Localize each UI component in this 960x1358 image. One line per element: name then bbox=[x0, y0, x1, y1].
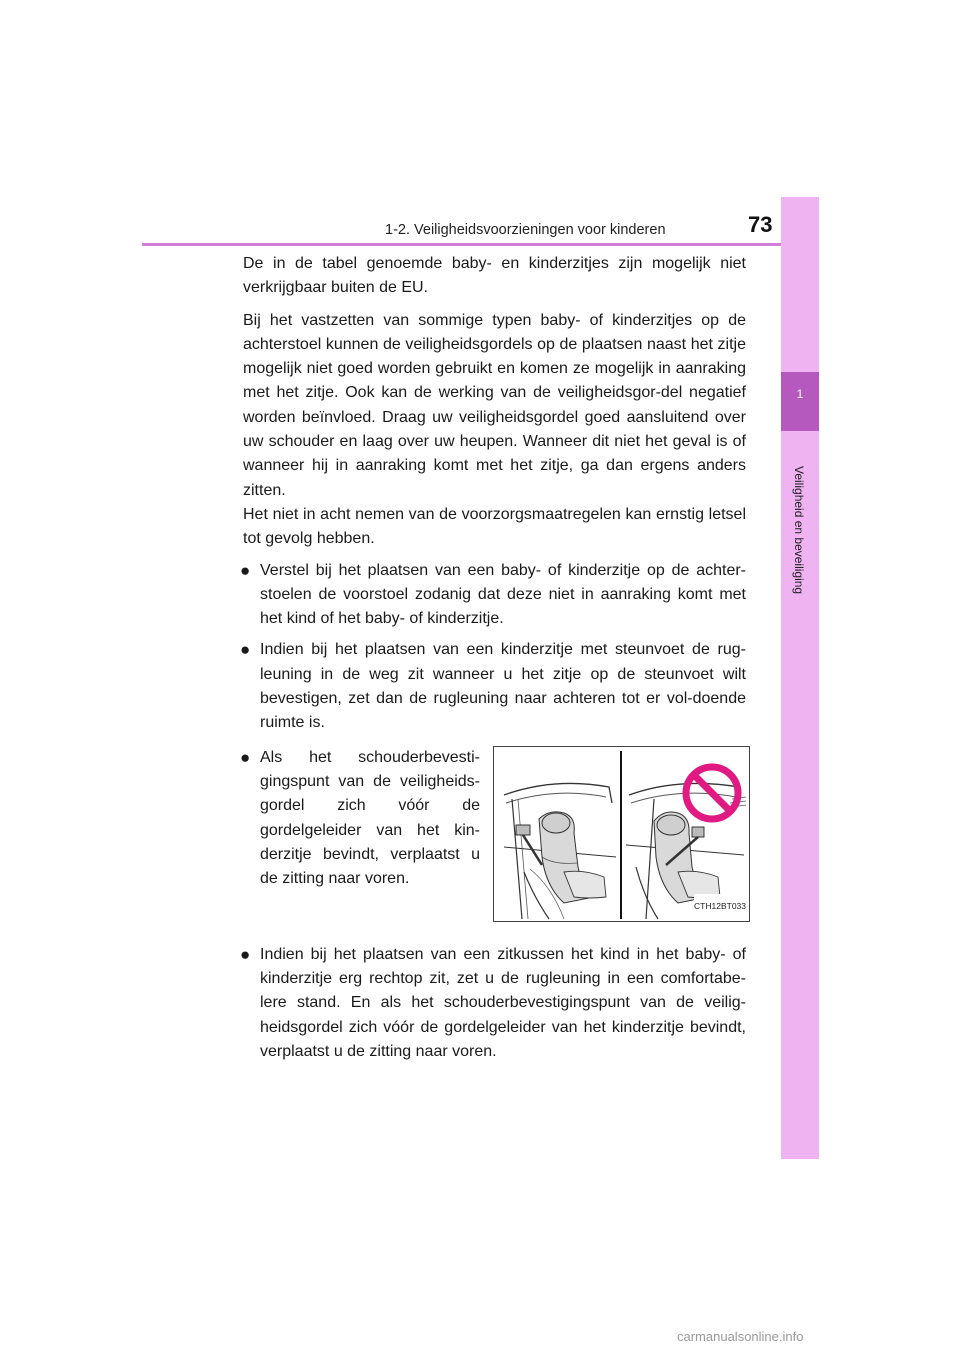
page-number: 73 bbox=[748, 212, 773, 237]
chapter-number-box bbox=[781, 372, 819, 431]
paragraph-3: Het niet in acht nemen van de voorzorgsmaatregelen kan ernstig letsel tot gevolg hebben. bbox=[243, 505, 746, 548]
chapter-number: 1 bbox=[796, 387, 804, 401]
bullet-text: Indien bij het plaatsen van een zitkussen het kind in het baby- of kinderzitje erg rechtop zit, zet u de rugleuning in een comfortabe-lere stand. En als het schouderbevestigingspunt van de veilig-heidsgordel zich vóór de gordelgeleider van het kinderzitje bevindt, verplaatst u de zitting naar voren. bbox=[260, 945, 746, 1060]
bullet-text: Als het schouderbevesti-gingspunt van de veiligheids-gordel zich vóór de gordelgeleider van het kin-derzitje bevindt, verplaatst u de zitting naar voren. bbox=[260, 748, 480, 888]
chapter-label: Veiligheid en beveiliging bbox=[792, 466, 806, 595]
main-content bbox=[240, 252, 746, 1064]
bullet-text: Verstel bij het plaatsen van een baby- of kinderzitje op de achter-stoelen de voorstoel zodanig dat deze niet in aanraking komt met het kind of het baby- of kinderzitje. bbox=[260, 561, 746, 628]
paragraph-2: Bij het vastzetten van sommige typen baby- of kinderzitjes op de achterstoel kunnen de veiligheidsgordels op de plaatsen naast het zitje mogelijk niet goed worden gebruikt en komen ze mogelijk in aanraking met het zitje. Ook kan de werking van de veiligheidsgor-del negatief worden beïnvloed. Draag uw veiligheidsgordel goed aansluitend over uw schouder en laag over uw heupen. Wanneer dit niet het geval is of wanneer hij in aanraking komt met het zitje, ga dan ergens anders zitten. bbox=[243, 311, 746, 499]
bullet-text: Indien bij het plaatsen van een kinderzitje met steunvoet de rug-leuning in de weg zit wanneer u het zitje op de steunvoet wilt bevestigen, zet dan de rugleuning naar achteren tot er vol-doende ruimte is. bbox=[260, 641, 746, 732]
bullet-icon: ● bbox=[240, 560, 251, 580]
header-rule bbox=[142, 243, 818, 246]
paragraph-1: De in de tabel genoemde baby- en kinderzitjes zijn mogelijk niet verkrijgbaar buiten de EU. bbox=[243, 255, 746, 297]
bullet-item bbox=[240, 559, 746, 632]
page-header-title: 1-2. Veiligheidsvoorzieningen voor kinderen bbox=[385, 222, 666, 238]
bullet-item bbox=[240, 943, 746, 1064]
bullet-item-with-figure bbox=[240, 746, 746, 936]
bullet-item bbox=[240, 638, 746, 735]
figure-code: CTH12BT033 bbox=[694, 894, 746, 918]
bullet-icon: ● bbox=[240, 747, 251, 767]
bullet-icon: ● bbox=[240, 640, 251, 660]
side-tab bbox=[781, 197, 819, 1159]
bullet-icon: ● bbox=[240, 944, 251, 964]
illustration-child-seat bbox=[493, 746, 750, 922]
footer-watermark: carmanualsonline.info bbox=[677, 1329, 804, 1344]
